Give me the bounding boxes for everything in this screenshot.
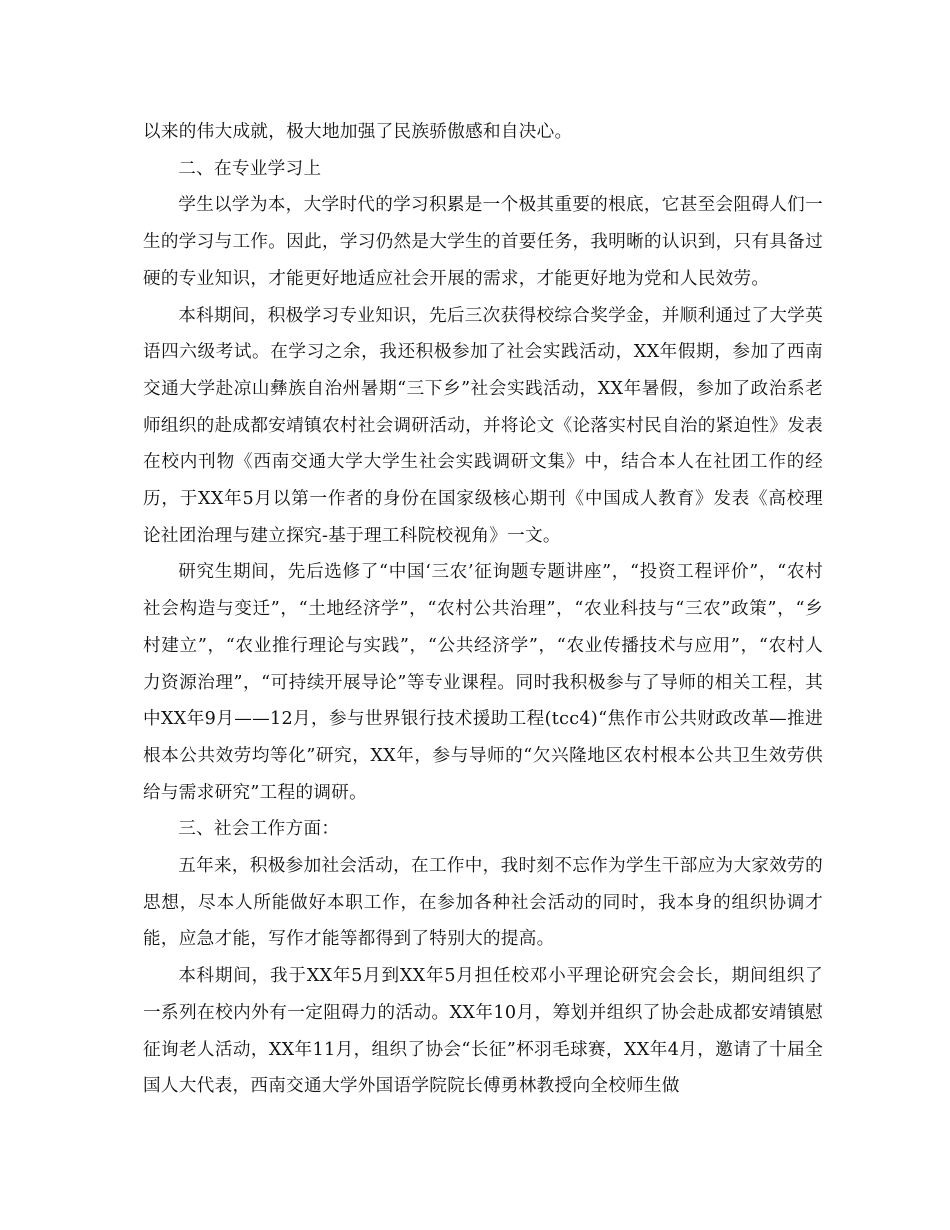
paragraph-study-importance: 学生以学为本，大学时代的学习积累是一个极其重要的根底，它甚至会阻碍人们一生的学习与工作。因此，学习仍然是大学生的首要任务，我明晰的认识到，只有具备过硬的专业知识，才能更好地适应社会开展的需求，才能更好地为党和人民效劳。 <box>143 195 823 289</box>
section-heading-professional-study: 二、在专业学习上 <box>178 158 322 179</box>
paragraph-continuation: 以来的伟大成就，极大地加强了民族骄傲感和自决心。 <box>143 122 573 142</box>
section-heading-social-work: 三、社会工作方面： <box>178 819 340 840</box>
paragraph-undergraduate-social-work: 本科期间，我于XX年5月到XX年5月担任校邓小平理论研究会会长，期间组织了一系列在校内外有一定阻碍力的活动。XX年10月，筹划并组织了协会赴成都安靖镇慰征询老人活动，XX年11月，组织了协会“长征”杯羽毛球赛，XX年4月，邀请了十届全国人大代表，西南交通大学外国语学院院长傅勇林教授向全校师生做 <box>143 966 823 1097</box>
paragraph-social-activities: 五年来，积极参加社会活动，在工作中，我时刻不忘作为学生干部应为大家效劳的思想，尽本人所能做好本职工作，在参加各种社会活动的同时，我本身的组织协调才能，应急才能，写作才能等都得到了特别大的提高。 <box>143 856 823 950</box>
document-body <box>143 114 823 1105</box>
paragraph-graduate-study: 研究生期间，先后选修了“中国‘三农’征询题专题讲座”，“投资工程评价”，“农村社会构造与变迁”，“土地经济学”，“农村公共治理”，“农业科技与“三农”政策”，“乡村建立”，“农业推行理论与实践”，“公共经济学”，“农业传播技术与应用”，“农村人力资源治理”，“可持续开展导论”等专业课程。同时我积极参与了导师的相关工程，其中XX年9月——12月，参与世界银行技术援助工程(tcc4)“焦作市公共财政改革—推进根本公共效劳均等化”研究，XX年，参与导师的“欠兴隆地区农村根本公共卫生效劳供给与需求研究”工程的调研。 <box>143 562 823 803</box>
paragraph-undergraduate-study: 本科期间，积极学习专业知识，先后三次获得校综合奖学金，并顺利通过了大学英语四六级考试。在学习之余，我还积极参加了社会实践活动，XX年假期，参加了西南交通大学赴凉山彝族自治州暑期“三下乡”社会实践活动，XX年暑假，参加了政治系老师组织的赴成都安靖镇农村社会调研活动，并将论文《论落实村民自治的紧迫性》发表在校内刊物《西南交通大学大学生社会实践调研文集》中，结合本人在社团工作的经历，于XX年5月以第一作者的身份在国家级核心期刊《中国成人教育》发表《高校理论社团治理与建立探究-基于理工科院校视角》一文。 <box>143 305 823 546</box>
